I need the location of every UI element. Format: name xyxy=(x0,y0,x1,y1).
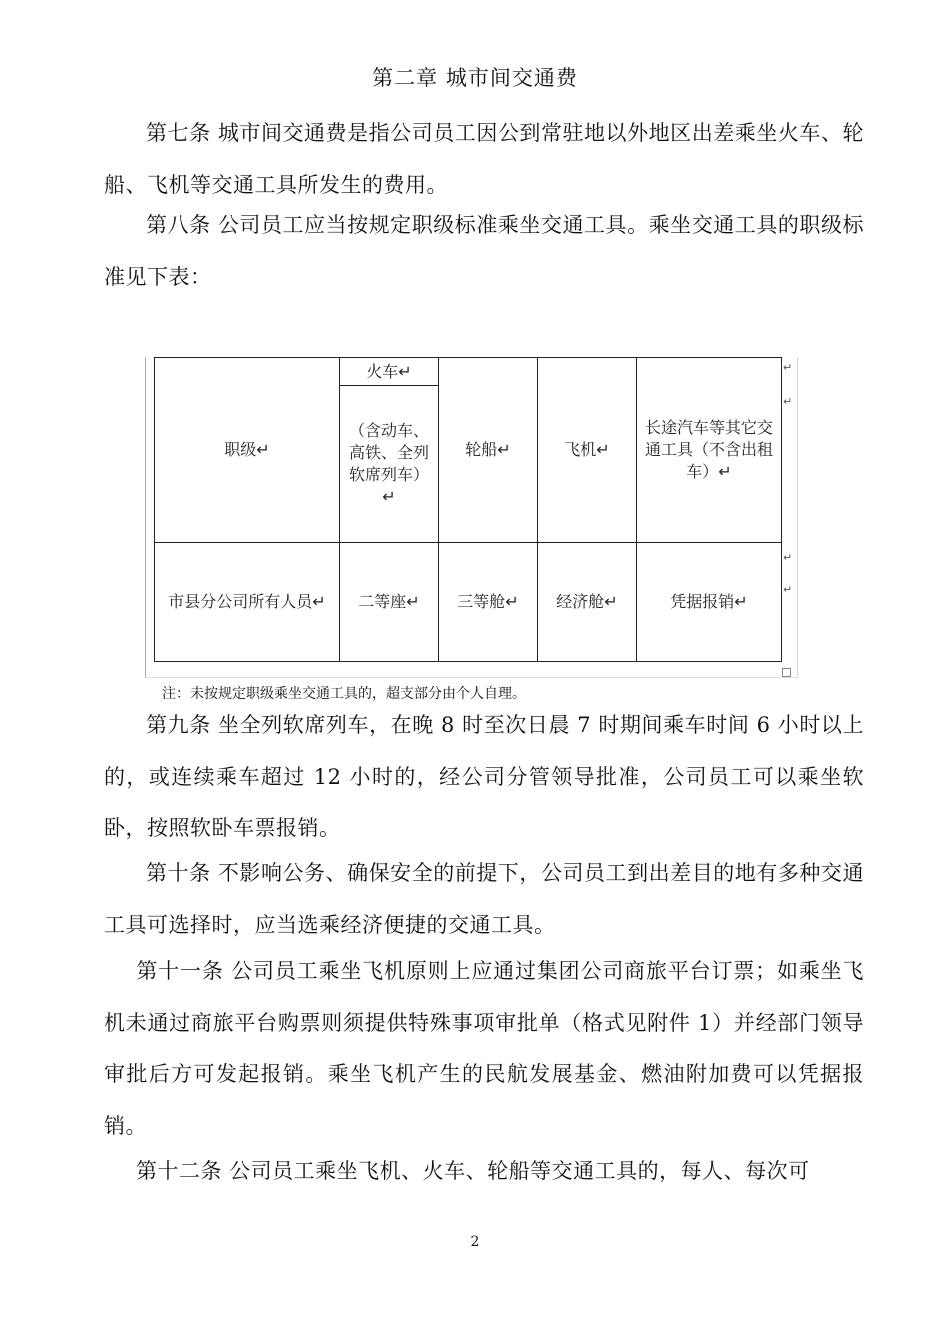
row-end-mark: ↵ xyxy=(783,551,793,564)
table-row xyxy=(155,543,782,662)
row-end-mark: ↵ xyxy=(783,395,793,408)
header-other: 长途汽车等其它交通工具（不含出租车）↵ xyxy=(637,358,782,543)
table-resize-handle[interactable] xyxy=(782,668,791,677)
page-number: 2 xyxy=(470,1234,480,1250)
table-note: 注：未按规定职级乘坐交通工具的，超支部分由个人自理。 xyxy=(162,686,526,702)
chapter-title: 第二章 城市间交通费 xyxy=(372,66,578,90)
cell-ship: 三等舱↵ xyxy=(439,543,538,662)
article-8: 第八条 公司员工应当按规定职级标准乘坐交通工具。乘坐交通工具的职级标准见下表： xyxy=(104,213,864,289)
header-ship: 轮船↵ xyxy=(439,358,538,543)
header-plane: 飞机↵ xyxy=(538,358,637,543)
cell-other: 凭据报销↵ xyxy=(637,543,782,662)
cell-plane: 经济舱↵ xyxy=(538,543,637,662)
article-11: 第十一条 公司员工乘坐飞机原则上应通过集团公司商旅平台订票；如乘坐飞机未通过商旅平台购票则须提供特殊事项审批单（格式见附件 1）并经部门领导审批后方可发起报销。乘坐飞机产生的民航发展基金、燃油附加费可以凭据报销。 xyxy=(104,959,864,1138)
article-9: 第九条 坐全列软席列车，在晚 8 时至次日晨 7 时期间乘车时间 6 小时以上的，或连续乘车超过 12 小时的，经公司分管领导批准，公司员工可以乘坐软卧，按照软卧车票报销。 xyxy=(104,713,864,840)
grade-table xyxy=(154,357,782,662)
row-end-mark: ↵ xyxy=(783,361,793,374)
article-10: 第十条 不影响公务、确保安全的前提下，公司员工到出差目的地有多种交通工具可选择时，应当选乘经济便捷的交通工具。 xyxy=(104,861,864,937)
cell-train: 二等座↵ xyxy=(340,543,439,662)
cell-grade: 市县分公司所有人员↵ xyxy=(155,543,340,662)
header-train: 火车↵ xyxy=(340,358,439,386)
row-end-mark: ↵ xyxy=(783,583,793,596)
header-grade: 职级↵ xyxy=(155,358,340,543)
header-train-note: （含动车、高铁、全列软席列车）↵ xyxy=(340,386,439,543)
grade-table-frame xyxy=(145,357,798,678)
article-12: 第十二条 公司员工乘坐飞机、火车、轮船等交通工具的，每人、每次可 xyxy=(136,1159,810,1183)
article-7: 第七条 城市间交通费是指公司员工因公到常驻地以外地区出差乘坐火车、轮船、飞机等交通工具所发生的费用。 xyxy=(104,121,864,197)
